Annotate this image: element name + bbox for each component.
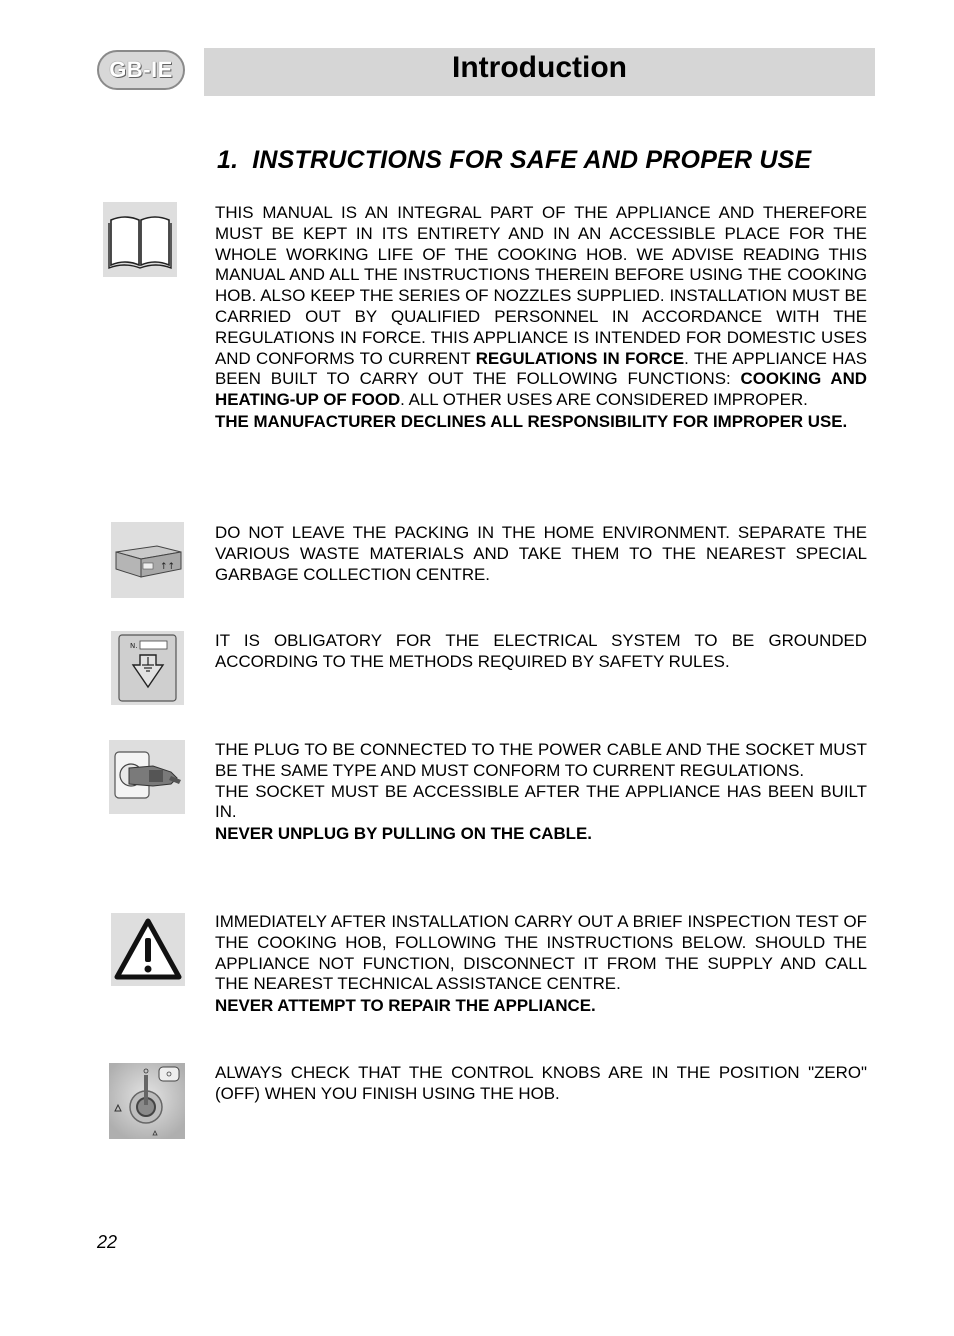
inspection-paragraph: IMMEDIATELY AFTER INSTALLATION CARRY OUT A BRIEF INSPECTION TEST OF THE COOKING HOB, FOLLOWING THE INSTRUCTIONS BELOW. SHOULD THE APPLIANCE NOT FUNCTION, DISCONNECT IT FROM THE SUPPLY AND CALL THE NEAREST TECHNICAL ASSISTANCE CENTRE. <box>215 912 867 994</box>
manual-paragraph <box>215 203 867 411</box>
manual-text-block <box>215 203 867 433</box>
warning-triangle-icon <box>111 913 185 986</box>
page-number: 22 <box>97 1232 118 1252</box>
packing-box-icon <box>111 522 184 598</box>
page-title: Introduction <box>452 51 627 84</box>
text-run: THIS MANUAL IS AN INTEGRAL PART OF THE APPLIANCE AND THEREFORE MUST BE KEPT IN ITS ENTIRETY AND IN AN ACCESSIBLE PLACE FOR THE WHOLE WORKING LIFE OF THE COOKING HOB. WE ADVISE READING THIS MANUAL AND ALL THE INSTRUCTIONS THEREIN BEFORE USING THE COOKING HOB. ALSO KEEP THE SERIES OF NOZZLES SUPPLIED. INSTALLATION MUST BE CARRIED OUT BY QUALIFIED PERSONNEL IN ACCORDANCE WITH THE REGULATIONS IN FORCE. THIS APPLIANCE IS INTENDED FOR DOMESTIC USES AND CONFORMS TO CURRENT <box>215 203 867 368</box>
header-bar <box>204 48 875 96</box>
text-run: . ALL OTHER USES ARE CONSIDERED IMPROPER. <box>400 390 808 410</box>
socket-paragraph: THE SOCKET MUST BE ACCESSIBLE AFTER THE APPLIANCE HAS BEEN BUILT IN. <box>215 781 867 822</box>
svg-text:↑↑: ↑↑ <box>160 562 176 572</box>
plug-paragraph: THE PLUG TO BE CONNECTED TO THE POWER CABLE AND THE SOCKET MUST BE THE SAME TYPE AND MUST CONFORM TO CURRENT REGULATIONS. <box>215 740 867 780</box>
section-number: 1. <box>217 146 239 174</box>
bold-text: COOKING AND HEATING-UP OF FOOD <box>215 369 867 410</box>
grounding-paragraph: IT IS OBLIGATORY FOR THE ELECTRICAL SYSTEM TO BE GROUNDED ACCORDING TO THE METHODS REQUIRED BY SAFETY RULES. <box>215 631 867 671</box>
packing-paragraph: DO NOT LEAVE THE PACKING IN THE HOME ENVIRONMENT. SEPARATE THE VARIOUS WASTE MATERIALS AND TAKE THEM TO THE NEAREST SPECIAL GARBAGE COLLECTION CENTRE. <box>215 523 867 584</box>
knobs-text-block <box>215 1063 867 1105</box>
bold-text: NEVER ATTEMPT TO REPAIR THE APPLIANCE. <box>215 996 596 1016</box>
text-run: . THE APPLIANCE HAS BEEN BUILT TO CARRY OUT THE FOLLOWING FUNCTIONS: <box>215 348 867 389</box>
repair-warning <box>215 996 867 1017</box>
knobs-paragraph: ALWAYS CHECK THAT THE CONTROL KNOBS ARE IN THE POSITION "ZERO" (OFF) WHEN YOU FINISH USING THE HOB. <box>215 1063 867 1103</box>
manual-book-icon <box>103 202 177 277</box>
language-badge: GB-IE <box>97 50 185 90</box>
inspection-text-block <box>215 912 867 1017</box>
bold-text: REGULATIONS IN FORCE <box>475 348 685 368</box>
ground-label: N. <box>130 642 138 650</box>
control-knob-icon <box>109 1063 185 1139</box>
plug-socket-icon <box>109 740 185 814</box>
bold-text: NEVER UNPLUG BY PULLING ON THE CABLE. <box>215 824 592 844</box>
ground-symbol-icon <box>111 631 184 705</box>
grounding-text-block <box>215 631 867 673</box>
section-heading <box>217 146 811 175</box>
responsibility-warning <box>215 412 867 433</box>
bold-text: THE MANUFACTURER DECLINES ALL RESPONSIBILITY FOR IMPROPER USE. <box>215 411 848 431</box>
packing-text-block <box>215 523 867 585</box>
section-title: INSTRUCTIONS FOR SAFE AND PROPER USE <box>252 146 812 174</box>
unplug-warning <box>215 824 867 845</box>
plug-text-block <box>215 740 867 845</box>
